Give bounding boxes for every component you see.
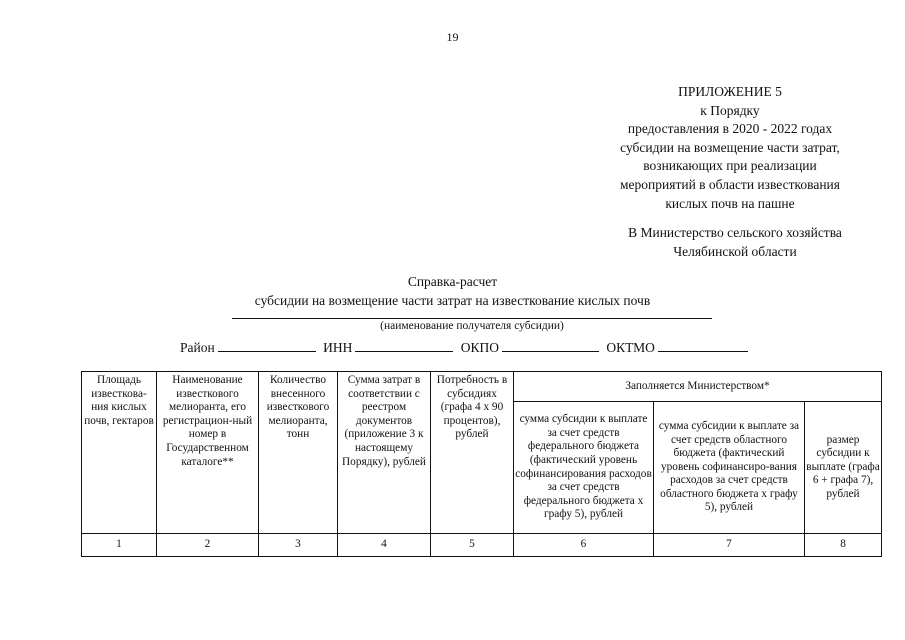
appendix-line: кислых почв на пашне xyxy=(665,195,795,211)
okpo-label: ОКПО xyxy=(460,340,499,355)
addressee-line: В Министерство сельского хозяйства xyxy=(628,225,842,240)
rayon-blank xyxy=(218,338,316,352)
okpo-blank xyxy=(502,338,599,352)
header-col-3: Количество внесенного известкового мелиоранта, тонн xyxy=(259,372,338,534)
inn-blank xyxy=(355,338,453,352)
rayon-label: Район xyxy=(180,340,215,355)
ministry-header: Заполняется Министерством* xyxy=(514,372,882,402)
recipient-caption: (наименование получателя субсидии) xyxy=(380,320,564,332)
header-col-1: Площадь известкова-ния кислых почв, гектаров xyxy=(82,372,157,534)
oktmo-label: ОКТМО xyxy=(606,340,655,355)
oktmo-blank xyxy=(658,338,748,352)
column-number: 6 xyxy=(514,534,654,557)
appendix-line: субсидии на возмещение части затрат, xyxy=(620,139,840,155)
appendix-line: ПРИЛОЖЕНИЕ 5 xyxy=(678,84,782,99)
appendix-heading xyxy=(560,83,900,213)
column-number: 8 xyxy=(805,534,882,557)
codes-row xyxy=(180,338,752,356)
appendix-line: возникающих при реализации xyxy=(643,158,817,174)
header-col-4: Сумма затрат в соответствии с реестром документов (приложение 3 к настоящему Порядку), рублей xyxy=(338,372,431,534)
subtitle-line: субсидии на возмещение части затрат на известкование кислых почв xyxy=(254,293,651,308)
page-number: 19 xyxy=(446,30,459,44)
header-col-6: сумма субсидии к выплате за счет средств федерального бюджета (фактический уровень софинансирования расходов за счет средств федерального бюджета х графу 5), рублей xyxy=(514,402,654,534)
column-number: 7 xyxy=(654,534,805,557)
calculation-table xyxy=(81,371,882,557)
appendix-line: мероприятий в области известкования xyxy=(620,176,840,192)
column-number: 3 xyxy=(259,534,338,557)
addressee-block xyxy=(590,223,880,261)
recipient-name-line xyxy=(232,318,712,319)
appendix-line: к Порядку xyxy=(700,102,760,118)
header-col-5: Потребность в субсидиях (графа 4 х 90 процентов), рублей xyxy=(431,372,514,534)
document-title xyxy=(0,272,905,310)
header-col-2: Наименование известкового мелиоранта, его регистрацион-ный номер в Государственном каталоге** xyxy=(157,372,259,534)
appendix-line: предоставления в 2020 - 2022 годах xyxy=(627,121,833,137)
title-line: Справка-расчет xyxy=(407,274,498,289)
column-number: 5 xyxy=(431,534,514,557)
inn-label: ИНН xyxy=(323,340,353,355)
header-col-7: сумма субсидии к выплате за счет средств областного бюджета (фактический уровень софинансиро-вания расходов за счет средств областного бюджета х графу 5), рублей xyxy=(654,402,805,534)
addressee-line: Челябинской области xyxy=(673,244,797,259)
column-number: 1 xyxy=(82,534,157,557)
header-col-8: размер субсидии к выплате (графа 6 + графа 7), рублей xyxy=(805,402,882,534)
column-number: 4 xyxy=(338,534,431,557)
column-number: 2 xyxy=(157,534,259,557)
